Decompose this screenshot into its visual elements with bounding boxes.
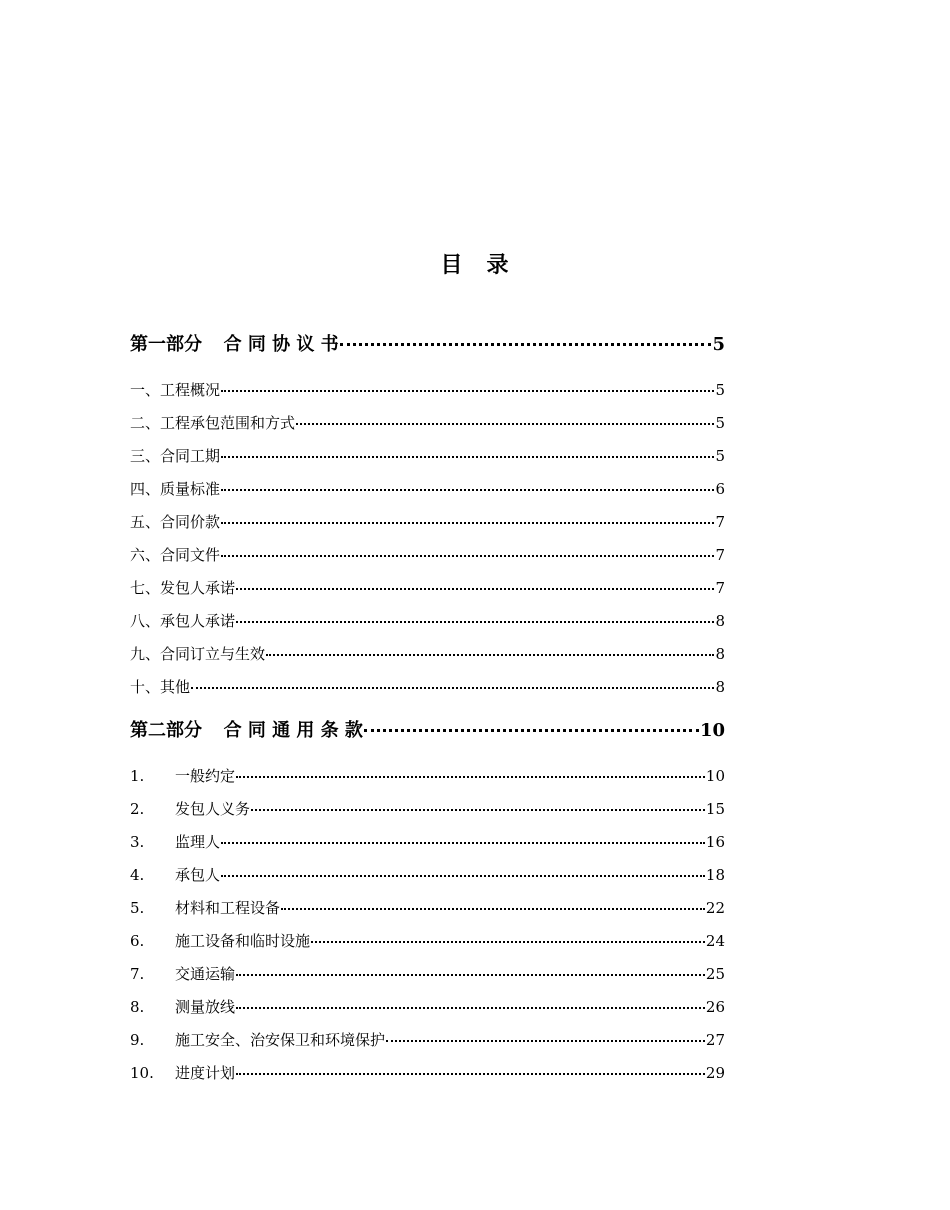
toc-entry-label: 进度计划 <box>175 1064 236 1082</box>
toc-entry-label: 十、其他 <box>130 678 191 696</box>
dot-leader <box>221 869 705 877</box>
toc-entry[interactable] <box>130 413 725 433</box>
toc-entry-label: 二、工程承包范围和方式 <box>130 414 296 432</box>
toc-page-number: 8 <box>715 678 725 696</box>
toc-entry-label: 材料和工程设备 <box>175 899 281 917</box>
toc-entry[interactable] <box>130 898 725 918</box>
toc-entry-number: 5. <box>130 899 145 917</box>
dot-leader <box>236 1067 705 1075</box>
dot-leader <box>281 902 705 910</box>
toc-entry-number: 4. <box>130 866 145 884</box>
toc-entry[interactable] <box>130 931 725 951</box>
toc-page-number: 5 <box>715 447 725 465</box>
toc-page-number: 5 <box>712 334 725 355</box>
dot-leader <box>221 450 714 458</box>
toc-entry-number: 6. <box>130 932 145 950</box>
toc-entry[interactable] <box>130 446 725 466</box>
toc-part-label: 第二部分 合 同 通 用 条 款 <box>130 720 363 741</box>
toc-entry[interactable] <box>130 1030 725 1050</box>
toc-entry-number: 9. <box>130 1031 145 1049</box>
toc-page-number: 8 <box>715 645 725 663</box>
toc-page-number: 10 <box>705 767 725 785</box>
dot-leader <box>236 968 705 976</box>
dot-leader <box>236 615 714 623</box>
toc-part-2[interactable] <box>130 719 725 743</box>
dot-leader <box>236 582 714 590</box>
toc-page-number: 22 <box>705 899 725 917</box>
toc-page-number: 6 <box>715 480 725 498</box>
dot-leader <box>221 516 714 524</box>
toc-page-number: 7 <box>715 546 725 564</box>
toc-page-number: 25 <box>705 965 725 983</box>
toc-entry-label: 三、合同工期 <box>130 447 221 465</box>
toc-entry-label: 一般约定 <box>175 767 236 785</box>
dot-leader <box>221 384 714 392</box>
toc-entry-label: 九、合同订立与生效 <box>130 645 266 663</box>
toc-entry-label: 七、发包人承诺 <box>130 579 236 597</box>
dot-leader <box>221 836 705 844</box>
toc-entry[interactable] <box>130 512 725 532</box>
toc-page-number: 29 <box>705 1064 725 1082</box>
toc-entry-number: 3. <box>130 833 145 851</box>
toc-part-label: 第一部分 合 同 协 议 书 <box>130 334 339 355</box>
toc-entry-label: 施工安全、治安保卫和环境保护 <box>175 1031 386 1049</box>
toc-entry-label: 监理人 <box>175 833 221 851</box>
toc-title: 目 录 <box>440 253 510 278</box>
dot-leader <box>236 1001 705 1009</box>
toc-entry-number: 2. <box>130 800 145 818</box>
toc-entry[interactable] <box>130 380 725 400</box>
toc-page-number: 5 <box>715 414 725 432</box>
toc-entry-label: 施工设备和临时设施 <box>175 932 311 950</box>
toc-entry[interactable] <box>130 832 725 852</box>
toc-entry[interactable] <box>130 479 725 499</box>
dot-leader <box>221 549 714 557</box>
toc-entry[interactable] <box>130 644 725 664</box>
toc-entry[interactable] <box>130 545 725 565</box>
toc-entry-label: 测量放线 <box>175 998 236 1016</box>
toc-entry-label: 四、质量标准 <box>130 480 221 498</box>
toc-entry[interactable] <box>130 1063 725 1083</box>
toc-entry-label: 五、合同价款 <box>130 513 221 531</box>
toc-entry-label: 八、承包人承诺 <box>130 612 236 630</box>
toc-entry[interactable] <box>130 677 725 697</box>
dot-leader <box>251 803 705 811</box>
toc-entry-number: 8. <box>130 998 145 1016</box>
toc-page-number: 10 <box>699 720 725 741</box>
toc-page-number: 7 <box>715 513 725 531</box>
toc-page-number: 16 <box>705 833 725 851</box>
toc-entry-label: 承包人 <box>175 866 221 884</box>
toc-entry[interactable] <box>130 865 725 885</box>
toc-entry[interactable] <box>130 799 725 819</box>
dot-leader <box>296 417 714 425</box>
dot-leader <box>266 648 714 656</box>
dot-leader <box>340 337 712 346</box>
dot-leader <box>364 723 699 732</box>
dot-leader <box>236 770 705 778</box>
toc-page-number: 7 <box>715 579 725 597</box>
dot-leader <box>386 1034 705 1042</box>
toc-entry[interactable] <box>130 964 725 984</box>
toc-entry-label: 一、工程概况 <box>130 381 221 399</box>
toc-page-number: 15 <box>705 800 725 818</box>
toc-entry-label: 发包人义务 <box>175 800 251 818</box>
toc-entry[interactable] <box>130 997 725 1017</box>
toc-page-number: 27 <box>705 1031 725 1049</box>
toc-entry-label: 交通运输 <box>175 965 236 983</box>
toc-entry-number: 1. <box>130 767 145 785</box>
toc-page-number: 18 <box>705 866 725 884</box>
toc-page-number: 24 <box>705 932 725 950</box>
toc-entry-label: 六、合同文件 <box>130 546 221 564</box>
toc-entry-number: 7. <box>130 965 145 983</box>
toc-entry[interactable] <box>130 766 725 786</box>
toc-entry[interactable] <box>130 611 725 631</box>
dot-leader <box>191 681 714 689</box>
dot-leader <box>311 935 705 943</box>
dot-leader <box>221 483 714 491</box>
toc-page-number: 8 <box>715 612 725 630</box>
toc-entry[interactable] <box>130 578 725 598</box>
toc-part-1[interactable] <box>130 333 725 357</box>
toc-entry-number: 10. <box>130 1064 154 1082</box>
toc-page-number: 26 <box>705 998 725 1016</box>
toc-page-number: 5 <box>715 381 725 399</box>
